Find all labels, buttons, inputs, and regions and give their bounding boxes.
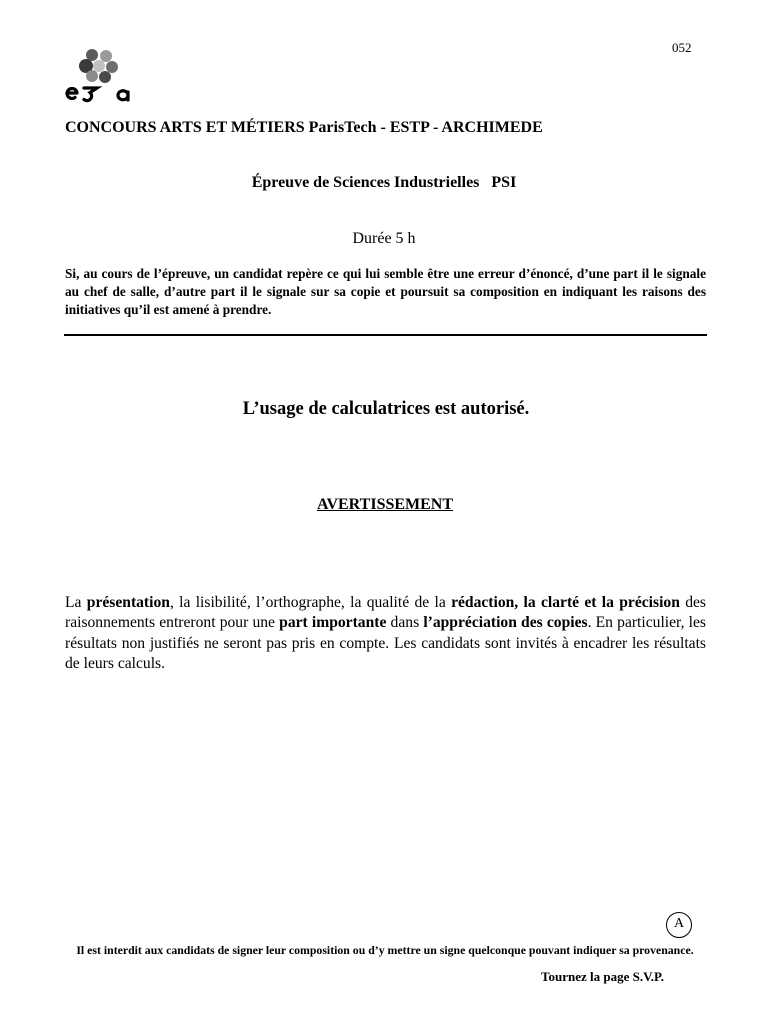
paragraph-emphasis: présentation <box>86 594 170 611</box>
e3a-logo-graphic <box>62 44 136 106</box>
turn-page-notice: Tournez la page S.V.P. <box>541 969 665 984</box>
contest-title: CONCOURS ARTS ET MÉTIERS ParisTech - ESTP - ARCHIMEDE <box>65 119 543 136</box>
error-report-instructions: Si, au cours de l’épreuve, un candidat repère ce qui lui semble être une erreur d’énoncé, d’une part il le signale au chef de salle, d’autre part il le signale sur sa copie et poursuit sa composition en indiquant les raisons des initiatives qu’il est amené à prendre. <box>65 266 706 317</box>
calculator-notice: L’usage de calculatrices est autorisé. <box>242 399 530 419</box>
signature-prohibition-notice: Il est interdit aux candidats de signer leur composition ou d’y mettre un signe quelconque pouvant indiquer sa provenance. <box>76 943 694 957</box>
paragraph-text: , la lisibilité, l’orthographe, la qualité de la <box>169 594 452 611</box>
exam-duration: Durée 5 h <box>352 230 416 247</box>
exam-title: Épreuve de Sciences Industrielles PSI <box>251 174 517 191</box>
logo-spheres <box>79 49 118 83</box>
paragraph-text: . En particulier, les résultats non justifiés ne seront pas pris en compte. Les candidats sont invités à encadrer les résultats de leurs calculs. <box>65 614 706 673</box>
paragraph-emphasis: part importante <box>279 614 387 632</box>
grading-warning-paragraph <box>65 593 706 675</box>
paragraph-emphasis: rédaction, la clarté et la précision <box>451 594 680 611</box>
circled-letter-mark: A <box>666 912 692 938</box>
warning-heading: AVERTISSEMENT <box>316 496 454 513</box>
e3a-logo <box>62 44 136 106</box>
paragraph-emphasis: l’appréciation des copies <box>423 614 588 632</box>
page-number: 052 <box>672 40 692 55</box>
paragraph-text: dans <box>386 614 424 632</box>
horizontal-divider <box>64 334 707 336</box>
logo-letters <box>67 88 128 101</box>
paragraph-text: des raisonnements entreront pour une <box>65 594 706 632</box>
paragraph-text: La <box>65 594 87 611</box>
